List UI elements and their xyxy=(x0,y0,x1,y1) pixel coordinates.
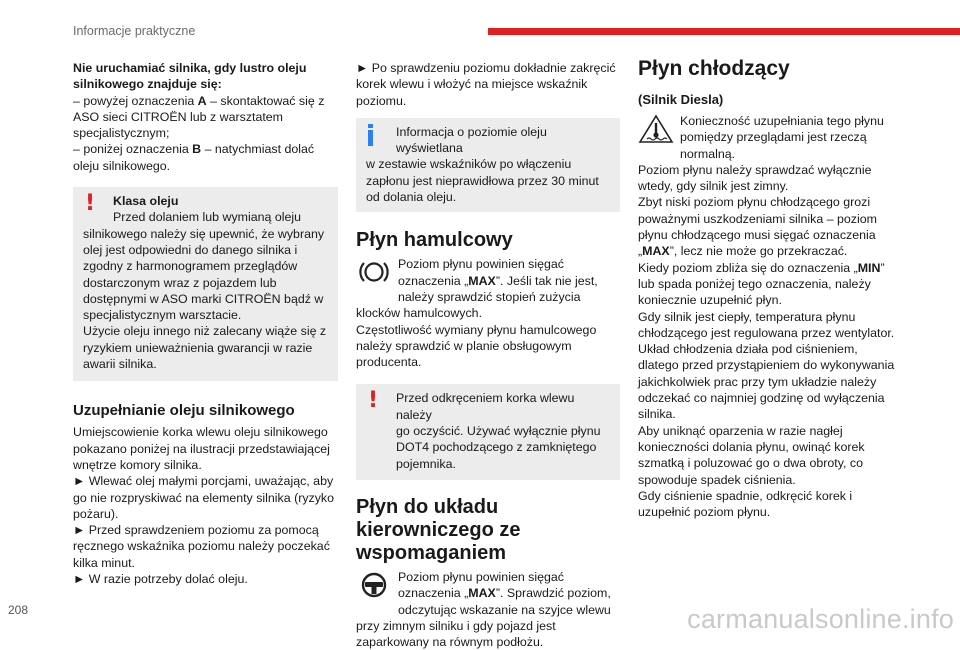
warning-body1: silnikowego należy się upewnić, że wybrany olej jest odpowiedni do danego silnika i zgodny z harmonogramem przeglądów dostarczonym wraz z pojazdem lub dostępnymi w ASO marki CITROËN bądź w specjalistycznym warsztacie. xyxy=(83,226,325,323)
coolant-min-mark: MIN xyxy=(857,260,881,275)
brake-line2 xyxy=(356,273,620,289)
oil-class-warning-box xyxy=(73,187,338,381)
brake-fluid-heading: Płyn hamulcowy xyxy=(356,229,513,252)
warning-exclamation-icon: ! xyxy=(368,388,379,414)
oil-cap-instruction: ► Po sprawdzeniu poziomu dokładnie zakręcić korek wlewu i włożyć na miejsce wskaźnik poziomu. xyxy=(356,61,616,108)
coolant-p3-post: ”, lecz nie może go przekraczać. xyxy=(669,244,848,259)
oil-item-b xyxy=(73,141,338,174)
brake-line1: Poziom płynu powinien sięgać xyxy=(398,257,564,272)
oil-warning-intro: Nie uruchamiać silnika, gdy lustro oleju silnikowego znajduje się: xyxy=(73,61,307,92)
info-line1: Informacja o poziomie oleju wyświetlana xyxy=(396,124,547,156)
steer-line2 xyxy=(356,585,620,601)
brake-max-mark: MAX xyxy=(468,273,496,288)
coolant-subheading: (Silnik Diesla) xyxy=(638,92,724,107)
column-left xyxy=(73,60,338,587)
oil-item-a xyxy=(73,93,338,142)
oil-refill-heading: Uzupełnianie oleju silnikowego xyxy=(73,402,295,420)
oil-refill-p4: ► W razie potrzeby dolać oleju. xyxy=(73,572,248,587)
coolant-p2: Poziom płynu należy sprawdzać wyłącznie wtedy, gdy silnik jest zimny. xyxy=(638,162,872,194)
brake-line2-post: ”. Jeśli tak nie jest, xyxy=(495,273,598,288)
steer-rest: odczytując wskazanie na szyjce wlewu przy zimnym silniku i gdy pojazd jest zaparkowany na równym podłożu. xyxy=(356,602,611,650)
coolant-p5: Gdy silnik jest ciepły, temperatura płynu chłodzącego jest regulowana przez wentylator. xyxy=(638,309,895,340)
brake-warn-line1: Przed odkręceniem korka wlewu należy xyxy=(396,391,575,422)
brake-p2: Częstotliwość wymiany płynu hamulcowego należy sprawdzić w planie obsługowym producenta. xyxy=(356,322,597,370)
oil-refill-p3: ► Przed sprawdzeniem poziomu za pomocą ręcznego wskaźnika poziomu należy poczekać kilka minut. xyxy=(73,523,330,570)
brake-line2-pre: oznaczenia „ xyxy=(398,273,469,288)
coolant-p4-post: ” lub spada poniżej tego oznaczenia, należy koniecznie uzupełnić płyn. xyxy=(638,260,885,308)
coolant-p4 xyxy=(638,260,896,309)
power-steering-icon xyxy=(356,570,392,600)
coolant-p7: Aby uniknąć oparzenia w razie nagłej konieczności dolania płynu, owinąć korek szmatką i poluzować go o dwa obroty, co spowoduje spadek ciśnienia. xyxy=(638,423,865,487)
mark-b: B xyxy=(192,142,202,157)
section-header: Informacje praktyczne xyxy=(73,24,196,38)
info-rest: w zestawie wskaźników po włączeniu zapłonu jest nieprawidłowa przez 30 minut od dolania oleju. xyxy=(366,157,599,205)
mark-a: A xyxy=(197,93,207,108)
steer-line1: Poziom płynu powinien sięgać xyxy=(398,569,564,584)
item-b-text: – natychmiast dolać oleju silnikowego. xyxy=(73,142,315,173)
brake-warning-icon xyxy=(356,257,392,287)
oil-refill-p1: Umiejscowienie korka wlewu oleju silnikowego pokazano poniżej na ilustracji przedstawiającej wnętrze komory silnika. xyxy=(73,425,330,472)
watermark: carmanualsonline.info xyxy=(687,604,954,634)
coolant-p6: Układ chłodzenia działa pod ciśnieniem, dlatego przed przystąpieniem do wykonywania jakichkolwiek prac przy tym układzie należy odczekać co najmniej godzinę od wyłączenia silnika. xyxy=(638,342,895,422)
coolant-p3 xyxy=(638,194,896,259)
item-a-text: – skontaktować się z ASO sieci CITROËN lub z warsztatem specjalistycznym; xyxy=(73,93,325,141)
coolant-block xyxy=(638,113,896,520)
coolant-p3-pre: Zbyt niski poziom płynu chłodzącego grozi poważnymi uszkodzeniami silnika – poziom płynu chłodzącego musi sięgać oznaczenia „ xyxy=(638,195,877,259)
warning-exclamation-icon: ! xyxy=(85,191,96,217)
steer-line2-post: ”. Sprawdzić poziom, xyxy=(495,586,611,601)
warning-line1: Przed dolaniem lub wymianą oleju xyxy=(113,210,302,225)
brake-fluid-block xyxy=(356,256,620,370)
item-b-prefix: – poniżej oznaczenia xyxy=(73,142,193,157)
steering-fluid-heading: Płyn do układu kierowniczego ze wspomaganiem xyxy=(356,495,521,564)
coolant-max-mark: MAX xyxy=(642,244,670,259)
column-middle xyxy=(356,60,620,650)
steer-line2-pre: oznaczenia „ xyxy=(398,586,469,601)
coolant-p4-pre: Kiedy poziom zbliża się do oznaczenia „ xyxy=(638,260,858,275)
page-number: 208 xyxy=(8,603,29,617)
warning-body2: Użycie oleju innego niż zalecany wiąże się z ryzykiem unieważnienia gwarancji w razie awarii silnika. xyxy=(83,324,327,372)
oil-info-box xyxy=(356,118,620,212)
steer-max-mark: MAX xyxy=(468,586,496,601)
coolant-temperature-icon xyxy=(638,114,674,144)
oil-refill-p2: ► Wlewać olej małymi porcjami, uważając, aby go nie rozpryskiwać na elementy silnika (ryzyko pożaru). xyxy=(73,474,334,521)
brake-warning-box xyxy=(356,384,620,479)
coolant-p8: Gdy ciśnienie spadnie, odkręcić korek i uzupełnić poziom płynu. xyxy=(638,488,853,520)
header-accent-bar xyxy=(488,28,960,35)
coolant-heading: Płyn chłodzący xyxy=(638,57,790,80)
coolant-rest: normalną. xyxy=(680,146,736,161)
brake-rest: należy sprawdzić stopień zużycia klocków hamulcowych. xyxy=(356,289,581,321)
info-icon xyxy=(368,124,373,146)
item-a-prefix: – powyżej oznaczenia xyxy=(73,93,198,108)
column-right xyxy=(638,57,896,520)
warning-title: Klasa oleju xyxy=(113,194,179,209)
steering-fluid-block xyxy=(356,569,620,650)
coolant-line2: pomiędzy przeglądami jest rzeczą xyxy=(680,130,867,145)
coolant-line1: Konieczność uzupełniania tego płynu xyxy=(680,114,884,128)
brake-warn-rest: go oczyścić. Używać wyłącznie płynu DOT4 pochodzącego z zamkniętego pojemnika. xyxy=(396,424,601,471)
